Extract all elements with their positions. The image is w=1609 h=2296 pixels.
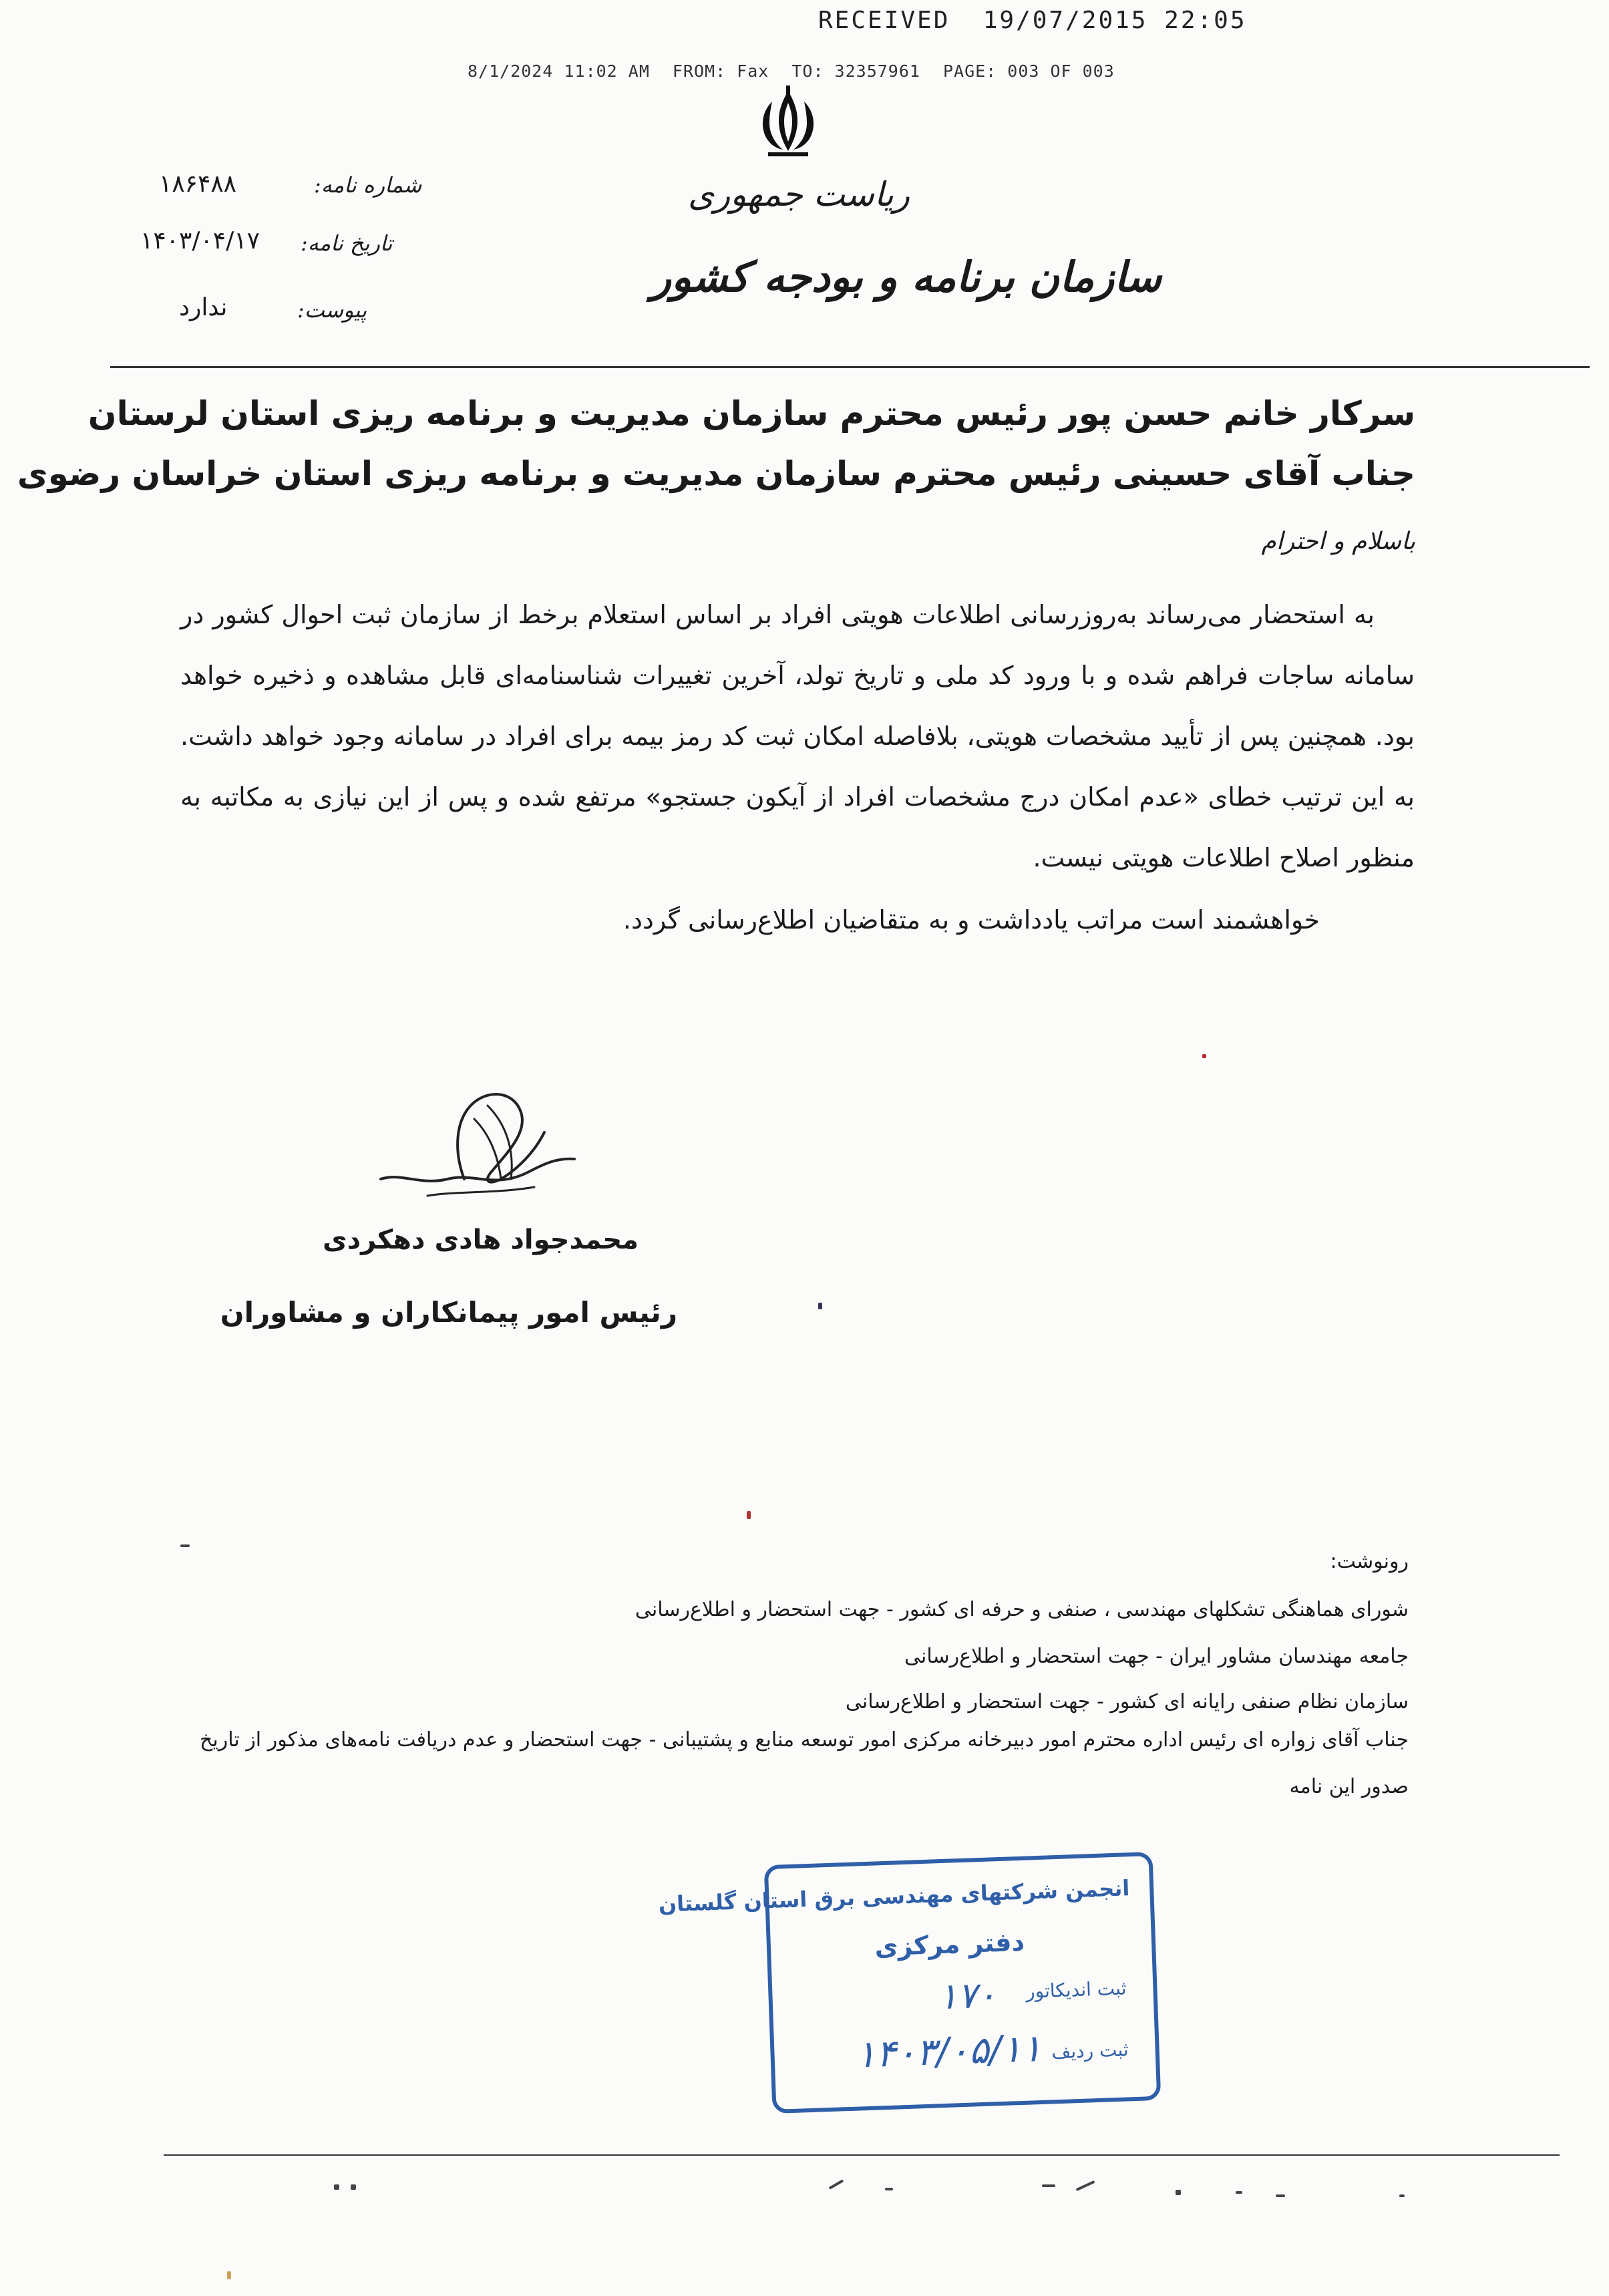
stamp-org: انجمن شرکتهای مهندسی برق استان گلستان xyxy=(658,1875,1130,1917)
scan-speck xyxy=(1076,2180,1095,2191)
closing-line: خواهشمند است مراتب یادداشت و به متقاضیان اطلاع‌رسانی گردد. xyxy=(622,905,1320,935)
iran-emblem-icon xyxy=(748,86,828,159)
fax-received-line: RECEIVED 19/07/2015 22:05 xyxy=(818,7,1247,34)
cc-item: جامعه مهندسان مشاور ایران - جهت استحضار و اطلاع‌رسانی xyxy=(904,1645,1409,1668)
stamp-indicator-label: ثبت اندیکاتور xyxy=(1025,1977,1127,2003)
scan-speck xyxy=(180,1544,190,1547)
scan-speck xyxy=(1399,2194,1405,2197)
scan-speck xyxy=(1236,2191,1242,2194)
footer-divider xyxy=(164,2154,1560,2156)
letter-number-value: ۱۸۶۴۸۸ xyxy=(159,170,237,198)
fax-timestamp: 8/1/2024 11:02 AM xyxy=(468,61,650,81)
attachment-label: پیوست: xyxy=(297,297,367,323)
scan-speck xyxy=(1176,2190,1181,2195)
scan-speck xyxy=(351,2184,356,2190)
cc-label: رونوشت: xyxy=(1330,1550,1409,1573)
signatory-title: رئیس امور پیمانکاران و مشاوران xyxy=(220,1296,677,1329)
recipient-line-2: جناب آقای حسینی رئیس محترم سازمان مدیریت و برنامه ریزی استان خراسان رضوی xyxy=(17,454,1415,493)
scan-speck xyxy=(885,2188,893,2190)
letter-date-label: تاریخ نامه: xyxy=(301,230,393,256)
signatory-name: محمدجواد هادی دهکردی xyxy=(322,1224,639,1255)
stamp-row-value: ۱۴۰۳/۰۵/۱۱ xyxy=(855,2026,1043,2077)
org-presidency: ریاست جمهوری xyxy=(688,175,910,214)
cc-item: شورای هماهنگی تشکلهای مهندسی ، صنفی و حرفه ای کشور - جهت استحضار و اطلاع‌رسانی xyxy=(635,1598,1409,1621)
cc-item: سازمان نظام صنفی رایانه ای کشور - جهت استحضار و اطلاع‌رسانی xyxy=(845,1690,1409,1713)
registration-stamp xyxy=(658,1852,1161,2114)
attachment-value: ندارد xyxy=(179,294,228,321)
fax-transmission-line xyxy=(468,61,1137,81)
greeting: باسلام و احترام xyxy=(1261,528,1415,555)
scan-speck xyxy=(1202,1054,1206,1058)
letter-number-label: شماره نامه: xyxy=(314,172,422,198)
scan-speck xyxy=(334,2184,339,2190)
scan-speck xyxy=(747,1511,751,1519)
stamp-office: دفتر مرکزی xyxy=(874,1927,1025,1962)
letter-date-value: ۱۴۰۳/۰۴/۱۷ xyxy=(140,227,260,255)
scan-speck xyxy=(829,2179,844,2189)
scan-speck xyxy=(1042,2184,1055,2187)
fax-to: TO: 32357961 xyxy=(791,61,920,81)
scan-speck xyxy=(1276,2194,1285,2197)
org-name: سازمان برنامه و بودجه کشور xyxy=(651,253,1162,301)
scan-speck xyxy=(227,2271,231,2279)
stamp-row-label: ثبت ردیف xyxy=(1051,2038,1129,2064)
recipient-line-1: سرکار خانم حسن پور رئیس محترم سازمان مدیریت و برنامه ریزی استان لرستان xyxy=(87,394,1415,433)
stamp-indicator-value: ۱۷۰ xyxy=(937,1973,997,2018)
header-divider xyxy=(110,366,1590,368)
body-paragraph: به استحضار می‌رساند به‌روزرسانی اطلاعات هویتی افراد بر اساس استعلام برخط از سازمان ثبت احوال کشور در سامانه ساجات فراهم شده و با ورود کد ملی و تاریخ تولد، آخرین تغییرات شناسنامه‌ای قابل مشاهده و ذخیره خواهد بود. همچنین پس از تأیید مشخصات هویتی، بلافاصله امکان ثبت کد رمز بیمه برای افراد در سامانه وجود خواهد داشت. به این ترتیب خطای «عدم امکان درج مشخصات افراد از آیکون جستجو» مرتفع شده و پس از این نیازی به مکاتبه به منظور اصلاح اطلاعات هویتی نیست. xyxy=(180,600,1415,872)
handwritten-signature xyxy=(374,1079,594,1212)
fax-page: PAGE: 003 OF 003 xyxy=(942,61,1115,81)
cc-item: جناب آقای زواره ای رئیس اداره محترم امور دبیرخانه مرکزی امور توسعه منابع و پشتیبانی - جهت استحضار و عدم دریافت نامه‌های مذکور از تاریخ صدور این نامه xyxy=(200,1728,1409,1798)
scan-speck xyxy=(818,1303,822,1309)
letter-body xyxy=(180,585,1415,888)
fax-from: FROM: Fax xyxy=(672,61,769,81)
